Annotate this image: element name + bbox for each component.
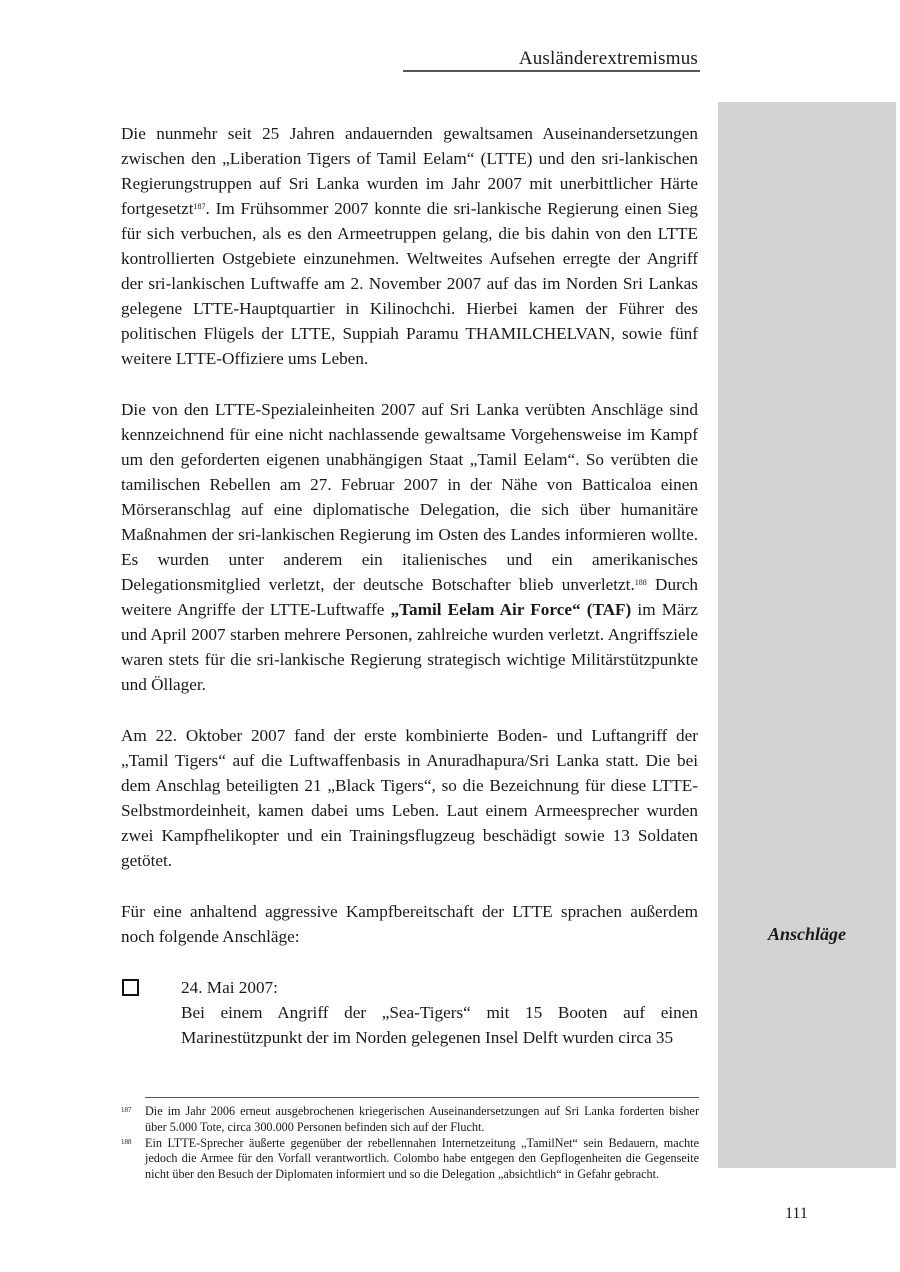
page-number: 111 (785, 1205, 808, 1222)
footnote-number: 188 (121, 1137, 132, 1146)
footnote-number: 187 (121, 1106, 132, 1114)
footnote-text: Die im Jahr 2006 erneut ausgebrochenen kriegerischen Auseinandersetzungen auf Sri Lanka forderten bisher über 5.000 Tote, circa 300.000 Personen befinden sich auf der Flucht. (145, 1104, 699, 1134)
list-item-text: Bei einem Angriff der „Sea-Tigers“ mit 15 Booten auf einen Marinestützpunkt der im Norden gelegenen Insel Delft wurden circa 35 (181, 1003, 698, 1047)
text: Die von den LTTE-Spezialeinheiten 2007 auf Sri Lanka verübten Anschläge sind kennzeichnend für eine nicht nachlassende gewaltsame Vorgehensweise im Kampf um den geforderten eigenen unabhängigen Staat „Tamil Eelam“. So verübten die tamilischen Rebellen am 27. Februar 2007 in der Nähe von Batticaloa einen Mörseranschlag auf eine diplomatische Delegation, die sich über humanitäre Maßnahmen der sri-lankischen Regierung im Osten des Landes informieren wollte. Es wurden unter anderem ein italienisches und ein amerikanisches Delegationsmitglied verletzt, der deutsche Botschafter blieb unverletzt. (121, 400, 698, 594)
footnotes (121, 1104, 699, 1183)
header-rule (403, 70, 700, 72)
footnote-text: Ein LTTE-Sprecher äußerte gegenüber der rebellennahen Internetzeitung „TamilNet“ sein Bedauern, machte jedoch die Armee für den Vorfall verantwortlich. Colombo habe entgegen den Gepflogenheiten die Gegenseite nicht über den Besuch der Diplomaten informiert und so die Delegation „absichtlich“ in Gefahr gebracht. (145, 1135, 699, 1182)
paragraph: Am 22. Oktober 2007 fand der erste kombinierte Boden- und Luftangriff der „Tamil Tigers“ auf die Luftwaffenbasis in Anuradhapura/Sri Lanka statt. Die bei dem Anschlag beteiligten 21 „Black Tigers“, so die Bezeichnung für diese LTTE-Selbstmordeinheit, kamen dabei ums Leben. Laut einem Armeesprecher wurden zwei Kampfhelikopter und ein Trainingsflugzeug beschädigt sowie 13 Soldaten getötet. (121, 726, 698, 870)
paragraph: Für eine anhaltend aggressive Kampfbereitschaft der LTTE sprachen außerdem noch folgende Anschläge: (121, 902, 698, 946)
paragraph (121, 397, 698, 697)
paragraph (121, 121, 698, 371)
footnote (121, 1104, 699, 1136)
checkbox-bullet-icon (122, 979, 139, 996)
footnote-rule (145, 1097, 699, 1098)
margin-note: Anschläge (767, 924, 846, 944)
margin-column (718, 102, 896, 1168)
list-item-date: 24. Mai 2007: (181, 978, 278, 997)
footnote-ref[interactable]: 187 (193, 202, 206, 211)
list-item (121, 975, 698, 1050)
body-text (121, 121, 698, 1050)
footnote (121, 1136, 699, 1183)
bold-term: „Tamil Eelam Air Force“ (TAF) (390, 600, 632, 619)
running-header: Ausländerextremismus (518, 48, 698, 69)
footnote-ref[interactable]: 188 (634, 578, 647, 587)
text: im März und April 2007 starben mehrere Personen, zahlreiche wurden verletzt. Angriffsziele waren stets für die sri-lankische Regierung strategisch wichtige Militärstützpunkte und Öllager. (121, 600, 698, 694)
text: . Im Frühsommer 2007 konnte die sri-lankische Regierung einen Sieg für sich verbuchen, als es den Armeetruppen gelang, die bis dahin von den LTTE kontrollierten Ostgebiete einzunehmen. Weltweites Aufsehen erregte der Angriff der sri-lankischen Luftwaffe am 2. November 2007 auf das im Norden Sri Lankas gelegene LTTE-Hauptquartier in Kilinochchi. Hierbei kamen der Führer des politischen Flügels der LTTE, Suppiah Paramu THAMILCHELVAN, sowie fünf weitere LTTE-Offiziere ums Leben. (121, 199, 698, 368)
text: Durch weitere Angriffe der LTTE-Luftwaffe (121, 575, 699, 619)
text: Die nunmehr seit 25 Jahren andauernden gewaltsamen Auseinandersetzungen zwischen den „Liberation Tigers of Tamil Eelam“ (LTTE) und den sri-lankischen Regierungstruppen auf Sri Lanka wurden im Jahr 2007 mit unerbittlicher Härte fortgesetzt (121, 124, 698, 218)
